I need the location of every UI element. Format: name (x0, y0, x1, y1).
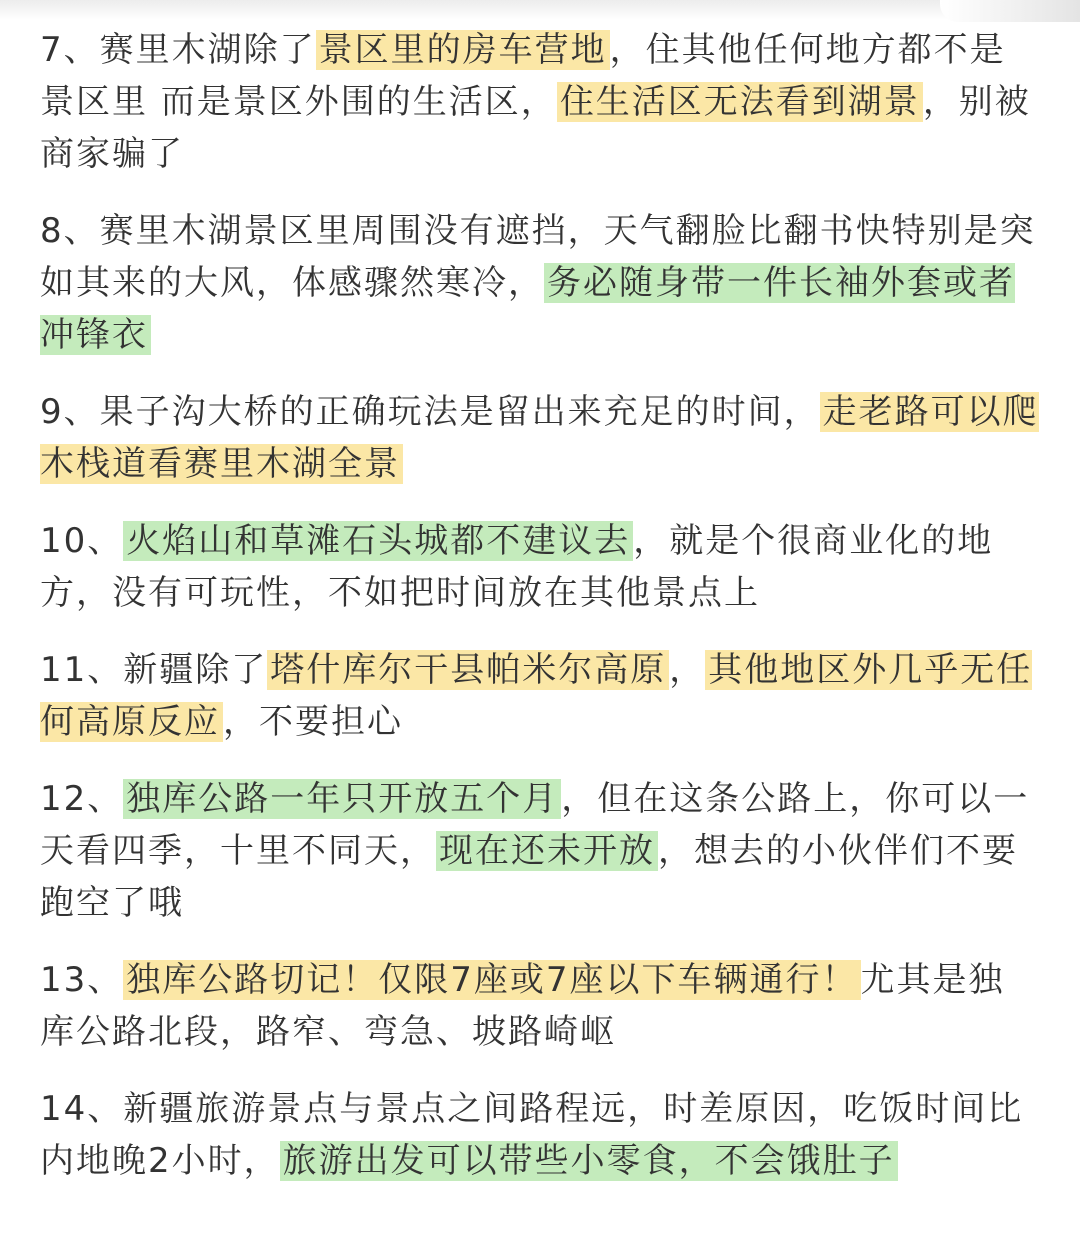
tip-13-seg-2: 尤其是独库公路北段，路窄、弯急、坡路崎岖 (40, 960, 1005, 1052)
tip-10 (40, 515, 1040, 619)
tip-10-seg-2: ，就是个很商业化的地方，没有可玩性，不如把时间放在其他景点上 (40, 521, 994, 613)
tip-7-seg-4: ，别被商家骗了 (40, 82, 1031, 174)
tip-13-seg-0: 13、 (40, 960, 124, 1000)
tip-14-highlight-snacks: 旅游出发可以带些小零食，不会饿肚子 (280, 1141, 898, 1181)
top-shadow (0, 0, 1080, 20)
tip-7-highlight-no-lake-view: 住生活区无法看到湖景 (557, 82, 923, 122)
tip-11-highlight-no-altitude: 其他地区外几乎无任何高原反应 (40, 650, 1033, 742)
tip-10-seg-0: 10、 (40, 521, 124, 561)
tip-13 (40, 954, 1040, 1058)
corner-shadow (940, 0, 1080, 22)
tip-11-seg-0: 11、新疆除了 (40, 650, 268, 690)
tip-9-highlight-old-road: 走老路可以爬木栈道看赛里木湖全景 (40, 392, 1039, 484)
tip-11-seg-2: ， (669, 650, 706, 690)
tip-8 (40, 205, 1040, 361)
tip-12 (40, 773, 1040, 929)
tip-7 (40, 24, 1040, 180)
tip-12-highlight-not-open: 现在还未开放 (436, 831, 658, 871)
tip-11-seg-4: ，不要担心 (223, 702, 403, 742)
tips-document (40, 24, 1040, 1212)
tip-14 (40, 1083, 1040, 1187)
tip-8-seg-0: 8、赛里木湖景区里周围没有遮挡，天气翻脸比翻书快特别是突如其来的大风，体感骤然寒冷， (40, 211, 1036, 303)
tip-7-seg-2: ，住其他任何地方都不是景区里 而是景区外围的生活区， (40, 30, 1006, 122)
tip-14-seg-0: 14、新疆旅游景点与景点之间路程远，时差原因，吃饭时间比内地晚2小时， (40, 1089, 1024, 1181)
tip-9-seg-0: 9、果子沟大桥的正确玩法是留出来充足的时间， (40, 392, 820, 432)
tip-13-highlight-seat-limit: 独库公路切记！仅限7座或7座以下车辆通行！ (123, 960, 860, 1000)
tip-12-seg-2: ，但在这条公路上，你可以一天看四季，十里不同天， (40, 779, 1030, 871)
tip-12-highlight-five-months: 独库公路一年只开放五个月 (123, 779, 561, 819)
tip-7-seg-0: 7、赛里木湖除了 (40, 30, 316, 70)
tip-12-seg-4: ，想去的小伙伴们不要跑空了哦 (40, 831, 1018, 923)
tip-12-seg-0: 12、 (40, 779, 124, 819)
tip-8-highlight-jacket: 务必随身带一件长袖外套或者冲锋衣 (40, 263, 1015, 355)
tip-11 (40, 644, 1040, 748)
tip-9 (40, 386, 1040, 490)
tip-7-highlight-rv-camp: 景区里的房车营地 (316, 30, 610, 70)
tip-11-highlight-pamir: 塔什库尔干县帕米尔高原 (267, 650, 669, 690)
tip-10-highlight-not-recommended: 火焰山和草滩石头城都不建议去 (123, 521, 633, 561)
